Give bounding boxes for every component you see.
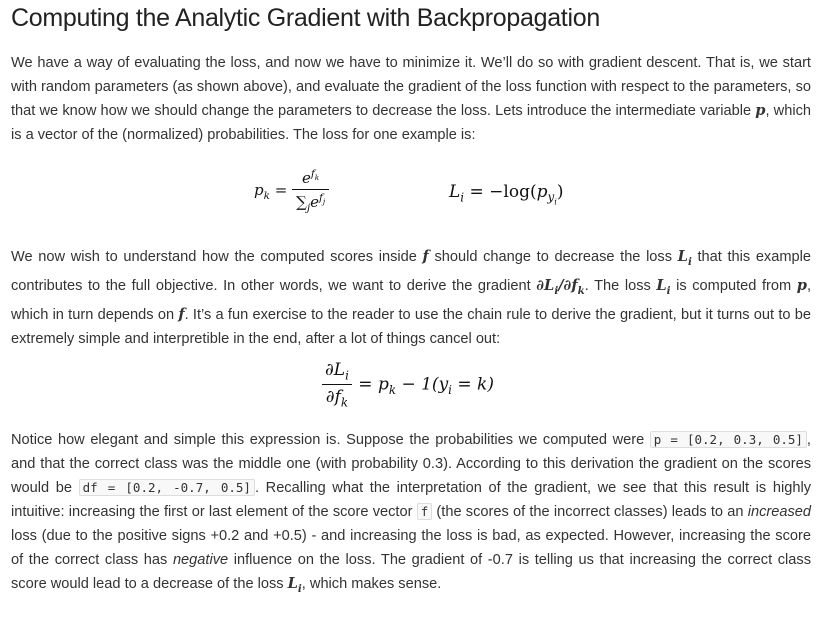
gradient-fraction: $\frac{\partial L_i}{\partial f_k}$ xyxy=(321,360,353,410)
equation-loss: $L_i = -\log(p_{y_i})$ xyxy=(449,182,564,207)
code-probabilities: p = [0.2, 0.3, 0.5] xyxy=(650,431,807,448)
paragraph-derivation: We now wish to understand how the computed scores inside f should change to decrease the loss $L_i$ that this example contributes to the full objective. In other words, we want to derive the gradient $\partial L_i/\partial f_k$. The loss $L_i$ is computed from p, which in turn depends on f. It’s a fun exercise to the reader to use the chain rule to derive the gradient, but it turns out to be extremely simple and interpretible in the end, after a lot of things cancel out: xyxy=(11,248,812,347)
section-title: Computing the Analytic Gradient with Backpropagation xyxy=(11,4,600,32)
paragraph-example: Notice how elegant and simple this expression is. Suppose the probabilities we computed were p = [0.2, 0.3, 0.5] , and that the correct class was the middle one (with probability 0.3). According to this derivation the gradient on the scores would be df = [0.2, -0.7, 0.5] . Recalling what the interpretation of the gradient, we see that this result is highly intuitive: increasing the first or last element of the score vector f (the scores of the incorrect classes) leads to an increased loss (due to the positive signs +0.2 and +0.5) - and increasing the loss is bad, as expected. However, increasing the score of the correct class has negative influence on the loss. The gradient of -0.7 is telling us that increasing the correct class score would lead to a decrease of the loss $L_i$, which makes sense. xyxy=(11,432,811,595)
equation-softmax: $p_k$ = $\frac{e^{f_k}}{\sum_je^{f_j}}$ xyxy=(254,168,329,214)
softmax-fraction: $\frac{e^{f_k}}{\sum_je^{f_j}}$ xyxy=(292,168,329,214)
code-score-vector: f xyxy=(417,503,433,520)
paragraph-intro: We have a way of evaluating the loss, and now we have to minimize it. We’ll do so with gradient descent. That is, we start with random parameters (as shown above), and evaluate the gradient of the loss function with respect to the parameters, so that we know how we should change the parameters to decrease the loss. Lets introduce the intermediate variable p, which is a vector of the (normalized) probabilities. The loss for one example is: xyxy=(11,55,811,143)
math-p: p xyxy=(755,102,766,119)
code-gradient: df = [0.2, -0.7, 0.5] xyxy=(79,479,255,496)
equation-gradient: $\frac{\partial L_i}{\partial f_k}$ = $p_k - 1(y_i = k)$ xyxy=(321,360,494,410)
